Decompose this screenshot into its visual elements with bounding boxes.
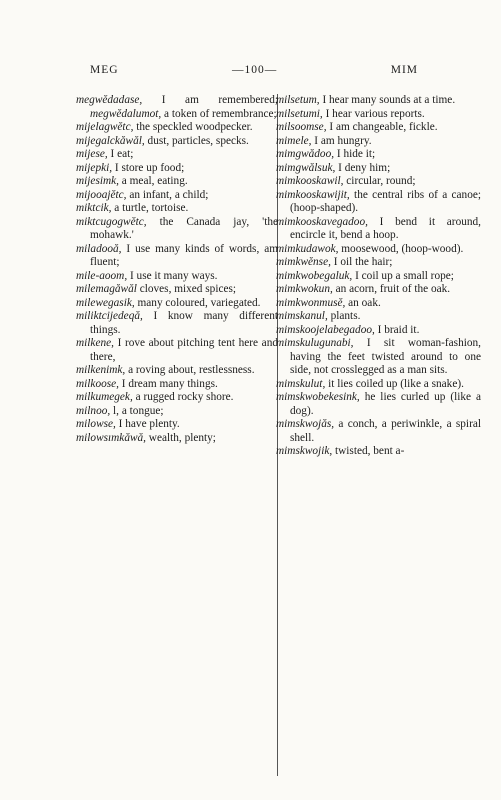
entry-definition: a roving about, restlessness. (125, 364, 255, 376)
entry-definition: I hide it; (334, 148, 376, 160)
entry-headword: megwĕdalumot, (90, 107, 162, 120)
entry-definition: a conch, a periwinkle, a spiral shell. (290, 418, 481, 444)
entry-headword: mimskwojik, (276, 445, 333, 457)
entry-definition: I know many different things. (90, 310, 278, 336)
entry-definition: he lies curled up (like a dog). (290, 391, 481, 417)
entry-definition: twisted, bent a- (332, 445, 405, 457)
entry-headword: mimgwălsuk, (276, 161, 336, 174)
dictionary-entry (276, 418, 481, 445)
entry-headword: mimkwonmusĕ, (276, 296, 346, 309)
dictionary-entry (76, 243, 278, 270)
dictionary-entry (76, 432, 278, 446)
entry-definition: I hear various reports. (322, 107, 425, 120)
dictionary-entry (76, 175, 278, 189)
dictionary-entry (76, 189, 278, 203)
entry-definition: cloves, mixed spices; (136, 283, 237, 295)
entry-definition: it lies coiled up (like a snake). (325, 377, 464, 390)
dictionary-entry (76, 310, 278, 337)
dictionary-entry (76, 283, 278, 297)
entry-headword: milkene, (76, 337, 114, 349)
entry-definition: I hear many sounds at a time. (319, 94, 456, 106)
entry-headword: mijesimk, (76, 175, 119, 187)
entry-headword: mijese, (76, 148, 108, 160)
dictionary-entry (276, 175, 481, 189)
entry-definition: I dream many things. (118, 377, 218, 390)
entry-headword: mimkooskavegadoo, (276, 215, 368, 228)
entry-headword: milsetum, (276, 94, 320, 106)
dictionary-entry (276, 162, 481, 176)
dictionary-entry (276, 310, 481, 324)
entry-definition: the central ribs of a canoe; (hoop-shaped). (290, 188, 481, 214)
dictionary-entry (276, 121, 481, 135)
entry-headword: milowsımkăwă, (76, 431, 146, 444)
dictionary-entry (276, 324, 481, 338)
dictionary-entry (276, 297, 481, 311)
dictionary-entry (76, 121, 278, 135)
dictionary-entry (276, 445, 481, 459)
dictionary-entry (276, 337, 481, 378)
dictionary-entry (76, 337, 278, 364)
entry-definition: I have plenty. (115, 418, 180, 430)
entry-definition: an oak. (345, 296, 381, 309)
entry-headword: milewegasik, (76, 296, 135, 309)
entry-definition: I use it many ways. (127, 269, 218, 282)
entry-headword: milnoo, (76, 404, 111, 417)
entry-definition: I sit woman-fashion, having the feet twisted around to one side, not crosslegged as a man sits. (290, 337, 481, 376)
dictionary-entry (76, 270, 278, 284)
dictionary-entry (276, 378, 481, 392)
entry-headword: mijegalckăwăl, (76, 134, 145, 147)
entry-headword: mimskoojelabegadoo, (276, 323, 375, 336)
dictionary-entry (276, 270, 481, 284)
entry-headword: milkenimk, (76, 364, 126, 376)
dictionary-entry (76, 297, 278, 311)
entry-definition: an acorn, fruit of the oak. (332, 283, 451, 295)
dictionary-entry (76, 378, 278, 392)
entry-headword: mijelagwĕtc, (76, 121, 134, 133)
entry-definition: moosewood, (hoop-wood). (338, 242, 464, 255)
entry-definition: a turtle, tortoise. (111, 202, 189, 214)
entry-headword: mimskwobekesink, (276, 391, 360, 403)
entry-definition: I eat; (107, 148, 134, 160)
entry-definition: the speckled woodpecker. (133, 121, 253, 133)
entry-headword: mimskanul, (276, 310, 328, 322)
entry-definition: I store up food; (112, 161, 185, 174)
entry-definition: I am changeable, fickle. (326, 121, 438, 133)
entry-definition: I am hungry. (311, 134, 372, 147)
entry-headword: miladooă, (76, 242, 122, 255)
entry-headword: mimskulugunabi, (276, 337, 354, 349)
entry-definition: the Canada jay, 'the mohawk.' (90, 215, 278, 241)
entry-definition: wealth, plenty; (145, 431, 216, 444)
page-header (90, 64, 418, 76)
page-number: —100— (232, 64, 278, 76)
entry-headword: mimgwădoo, (276, 148, 335, 160)
entry-headword: milsoomse, (276, 121, 327, 133)
dictionary-entry (76, 148, 278, 162)
entry-headword: milkumegek, (76, 391, 133, 403)
entry-definition: many coloured, variegated. (134, 296, 261, 309)
entry-headword: miliktcijedeqă, (76, 310, 143, 322)
entry-headword: mimskulut, (276, 377, 326, 390)
dictionary-entry (276, 256, 481, 270)
dictionary-entry (76, 405, 278, 419)
entry-definition: a rugged rocky shore. (132, 391, 234, 403)
dictionary-entry (76, 418, 278, 432)
dictionary-entry (276, 135, 481, 149)
dictionary-entry (276, 243, 481, 257)
entry-definition: I use many kinds of words, am fluent; (90, 242, 278, 268)
dictionary-entry (276, 148, 481, 162)
entry-headword: mijooajĕtc, (76, 188, 127, 201)
entry-definition: I am remembered; (142, 94, 278, 106)
left-column (76, 94, 278, 445)
entry-headword: milsetumi, (276, 107, 323, 120)
header-left-guide-word: MEG (90, 64, 119, 76)
entry-headword: milowse, (76, 418, 116, 430)
entry-headword: mimkwokun, (276, 283, 333, 295)
dictionary-entry (276, 283, 481, 297)
dictionary-entry (76, 391, 278, 405)
right-column (276, 94, 481, 459)
entry-headword: milkoose, (76, 377, 119, 390)
entry-headword: mimkooskawijit, (276, 188, 350, 201)
entry-definition: I deny him; (335, 161, 391, 174)
dictionary-entry (76, 162, 278, 176)
entry-headword: milemagăwăl (76, 283, 137, 295)
entry-definition: dust, particles, specks. (144, 134, 249, 147)
entry-definition: I braid it. (374, 323, 420, 336)
entry-headword: mimkwobegaluk, (276, 269, 353, 282)
entry-headword: mimkwĕnse, (276, 256, 331, 268)
dictionary-entry (76, 94, 278, 121)
entry-headword: megwĕdadase, (76, 94, 143, 106)
entry-definition: a meal, eating. (118, 175, 188, 187)
dictionary-entry (276, 216, 481, 243)
dictionary-entry (76, 202, 278, 216)
entry-headword: mimele, (276, 134, 312, 147)
dictionary-entry (76, 364, 278, 378)
dictionary-entry (276, 108, 481, 122)
dictionary-entry (76, 135, 278, 149)
entry-headword: mimkooskawil, (276, 175, 344, 187)
entry-headword: mimskwojăs, (276, 418, 335, 430)
entry-definition: l, a tongue; (110, 404, 164, 417)
dictionary-entry (76, 216, 278, 243)
entry-headword: mijepki, (76, 161, 113, 174)
entry-headword: miktcik, (76, 202, 112, 214)
entry-headword: miktcugogwĕtc, (76, 215, 147, 228)
entry-definition: plants. (327, 310, 361, 322)
entry-definition: I rove about pitching tent here and there, (90, 337, 278, 363)
entry-definition: circular, round; (343, 175, 416, 187)
entry-definition: an infant, a child; (126, 188, 209, 201)
entry-definition: I bend it around, encircle it, bend a hoop. (290, 215, 481, 241)
entry-headword: mimkudawok, (276, 242, 339, 255)
entry-definition: a token of remembrance; (161, 107, 277, 120)
dictionary-entry (276, 94, 481, 108)
entry-definition: I coil up a small rope; (352, 269, 454, 282)
dictionary-entry (276, 189, 481, 216)
entry-definition: I oil the hair; (330, 256, 393, 268)
header-right-guide-word: MIM (390, 64, 418, 76)
dictionary-entry (276, 391, 481, 418)
entry-headword: mile-aoom, (76, 269, 128, 282)
